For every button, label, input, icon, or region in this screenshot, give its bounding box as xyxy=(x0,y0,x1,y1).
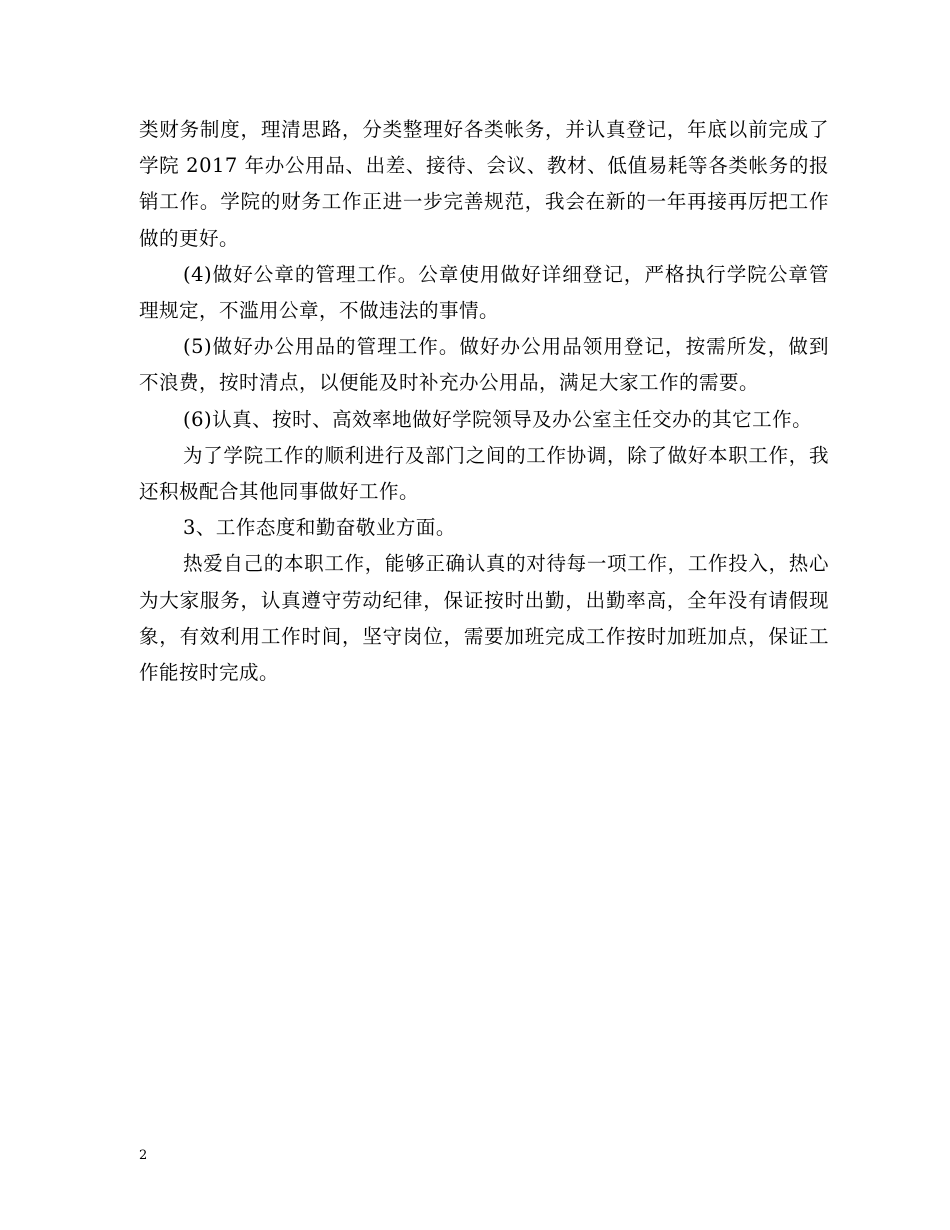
page-number: 2 xyxy=(139,1148,148,1163)
section-heading-work-attitude: 3、工作态度和勤奋敬业方面。 xyxy=(183,516,456,540)
paragraph-work-attitude: 热爱自己的本职工作，能够正确认真的对待每一项工作，工作投入，热心为大家服务，认真遵守劳动纪律，保证按时出勤，出勤率高，全年没有请假现象，有效利用工作时间，坚守岗位，需要加班完成工作按时加班加点，保证工作能按时完成。 xyxy=(139,552,829,685)
paragraph-coordination: 为了学院工作的顺利进行及部门之间的工作协调，除了做好本职工作，我还积极配合其他同事做好工作。 xyxy=(139,443,829,504)
document-body xyxy=(139,112,829,691)
paragraph-office-supplies: (5)做好办公用品的管理工作。做好办公用品领用登记，按需所发，做到不浪费，按时清点，以便能及时补充办公用品，满足大家工作的需要。 xyxy=(139,335,829,395)
paragraph-seal-management: (4)做好公章的管理工作。公章使用做好详细登记，严格执行学院公章管理规定，不滥用公章，不做违法的事情。 xyxy=(139,262,829,323)
paragraph-assigned-tasks: (6)认真、按时、高效率地做好学院领导及办公室主任交办的其它工作。 xyxy=(183,407,813,431)
paragraph-finance-continued: 类财务制度，理清思路，分类整理好各类帐务，并认真登记，年底以前完成了学院 2017 年办公用品、出差、接待、会议、教材、低值易耗等各类帐务的报销工作。学院的财务工作正进一步完善规范，我会在新的一年再接再厉把工作做的更好。 xyxy=(139,118,829,250)
